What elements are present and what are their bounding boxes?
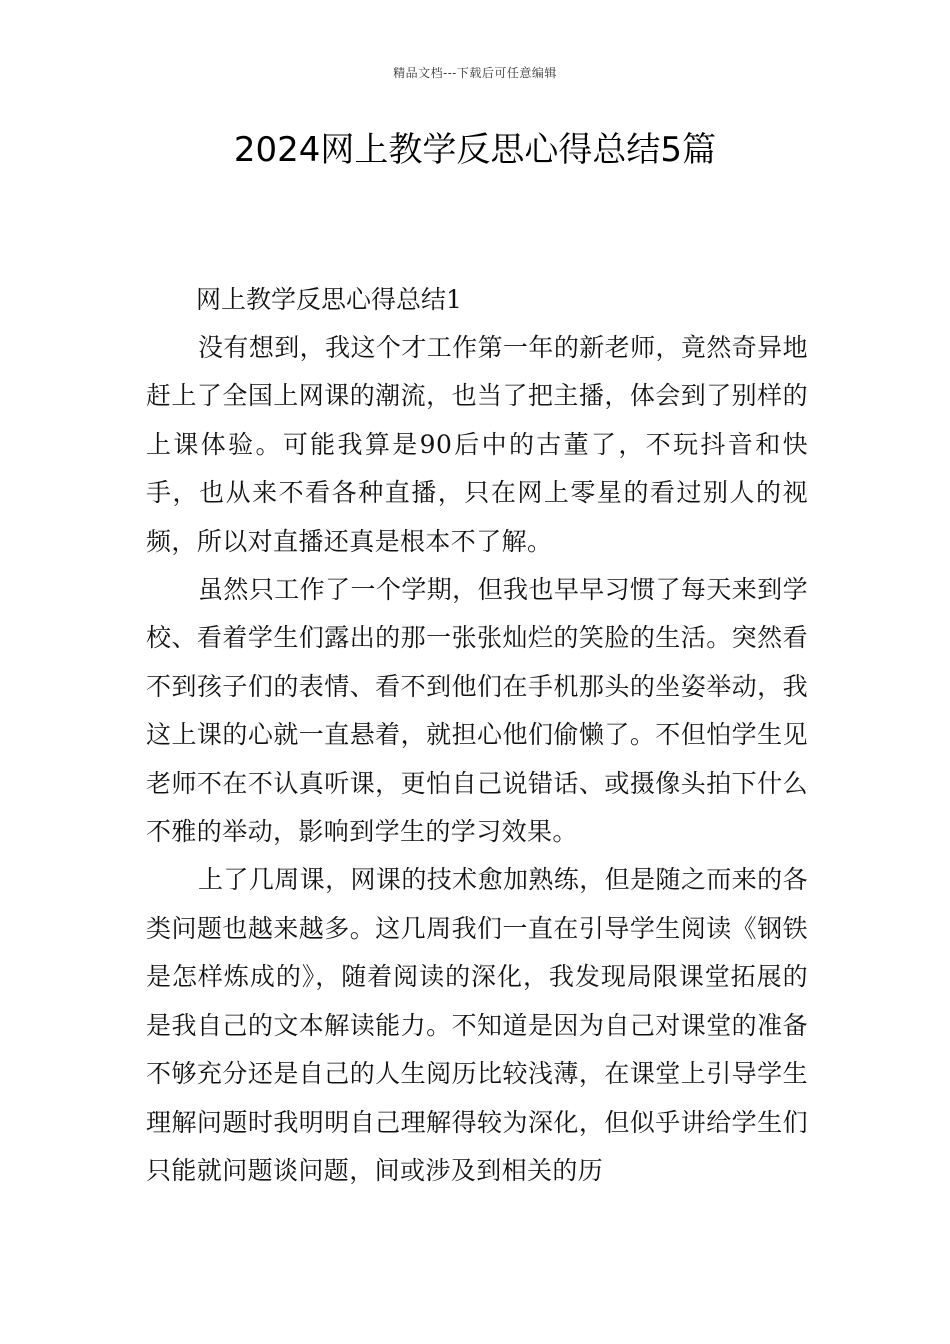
header-note: 精品文档---下载后可任意编辑 — [393, 66, 557, 80]
section-heading: 网上教学反思心得总结1 — [196, 285, 462, 314]
paragraph-1: 没有想到，我这个才工作第一年的新老师，竟然奇异地赶上了全国上网课的潮流，也当了把主播，体会到了别样的上课体验。可能我算是90后中的古董了，不玩抖音和快手，也从来不看各种直播，只在网上零星的看过别人的视频，所以对直播还真是根本不了解。 — [146, 333, 808, 556]
paragraph-2: 虽然只工作了一个学期，但我也早早习惯了每天来到学校、看着学生们露出的那一张张灿烂的笑脸的生活。突然看不到孩子们的表情、看不到他们在手机那头的坐姿举动，我这上课的心就一直悬着，就担心他们偷懒了。不但怕学生见老师不在不认真听课，更怕自己说错话、或摄像头拍下什么不雅的举动，影响到学生的学习效果。 — [146, 575, 808, 847]
document-body — [146, 276, 808, 1195]
paragraph-3: 上了几周课，网课的技术愈加熟练，但是随之而来的各类问题也越来越多。这几周我们一直在引导学生阅读《钢铁是怎样炼成的》，随着阅读的深化，我发现局限课堂拓展的是我自己的文本解读能力。不知道是因为自己对课堂的准备不够充分还是自己的人生阅历比较浅薄，在课堂上引导学生理解问题时我明明自己理解得较为深化，但似乎讲给学生们只能就问题谈问题，间或涉及到相关的历 — [146, 865, 808, 1185]
document-title: 2024网上教学反思心得总结5篇 — [233, 130, 717, 170]
